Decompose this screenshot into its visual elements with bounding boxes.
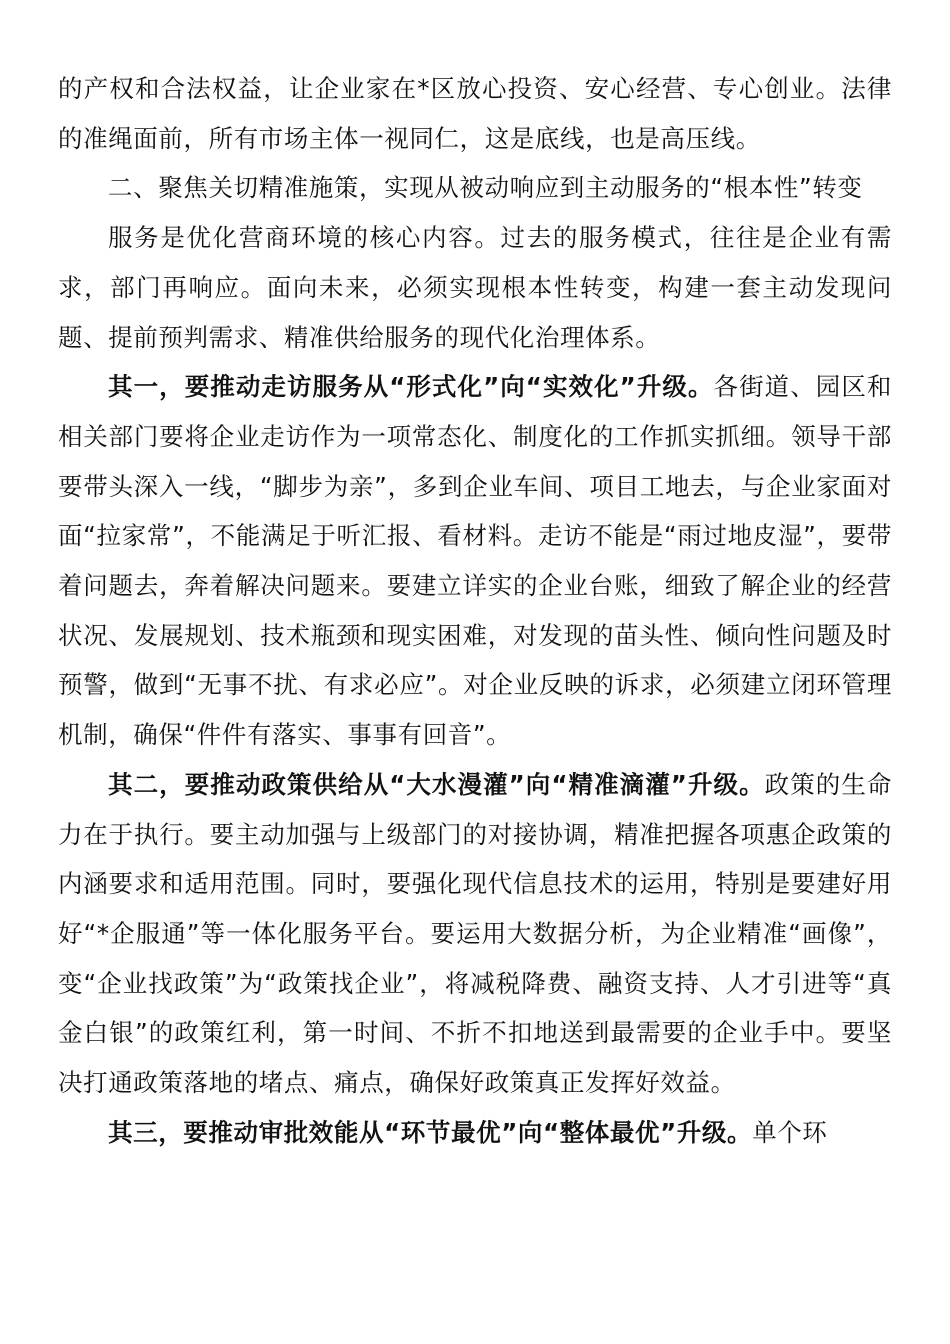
section-heading-2-text: 二、聚焦关切精准施策，实现从被动响应到主动服务的“根本性”转变 xyxy=(108,173,863,203)
document-page xyxy=(58,64,892,1157)
paragraph-6-lead: 其三，要推动审批效能从“环节最优”向“整体最优”升级。 xyxy=(108,1117,753,1147)
paragraph-3-text: 服务是优化营商环境的核心内容。过去的服务模式，往往是企业有需求，部门再响应。面向未来，必须实现根本性转变，构建一套主动发现问题、提前预判需求、精准供给服务的现代化治理体系。 xyxy=(58,223,892,352)
paragraph-6-text: 单个环 xyxy=(752,1117,828,1147)
paragraph-1-text: 的产权和合法权益，让企业家在*区放心投资、安心经营、专心创业。法律的准绳面前，所有市场主体一视同仁，这是底线，也是高压线。 xyxy=(58,74,892,153)
paragraph-4-text: 各街道、园区和相关部门要将企业走访作为一项常态化、制度化的工作抓实抓细。领导干部要带头深入一线，“脚步为亲”，多到企业车间、项目工地去，与企业家面对面“拉家常”，不能满足于听汇报、看材料。走访不能是“雨过地皮湿”，要带着问题去，奔着解决问题来。要建立详实的企业台账，细致了解企业的经营状况、发展规划、技术瓶颈和现实困难，对发现的苗头性、倾向性问题及时预警，做到“无事不扰、有求必应”。对企业反映的诉求，必须建立闭环管理机制，确保“件件有落实、事事有回音”。 xyxy=(58,372,893,750)
paragraph-5-lead: 其二，要推动政策供给从“大水漫灌”向“精准滴灌”升级。 xyxy=(108,769,765,799)
paragraph-4 xyxy=(58,362,892,760)
paragraph-5 xyxy=(58,760,892,1108)
paragraph-6 xyxy=(58,1108,892,1158)
paragraph-4-lead: 其一，要推动走访服务从“形式化”向“实效化”升级。 xyxy=(108,372,714,402)
section-heading-2 xyxy=(58,163,892,213)
paragraph-5-text: 政策的生命力在于执行。要主动加强与上级部门的对接协调，精准把握各项惠企政策的内涵要求和适用范围。同时，要强化现代信息技术的运用，特别是要建好用好“*企服通”等一体化服务平台。要运用大数据分析，为企业精准“画像”，变“企业找政策”为“政策找企业”，将减税降费、融资支持、人才引进等“真金白银”的政策红利，第一时间、不折不扣地送到最需要的企业手中。要坚决打通政策落地的堵点、痛点，确保好政策真正发挥好效益。 xyxy=(58,769,892,1098)
paragraph-1 xyxy=(58,64,892,163)
paragraph-3 xyxy=(58,213,892,362)
